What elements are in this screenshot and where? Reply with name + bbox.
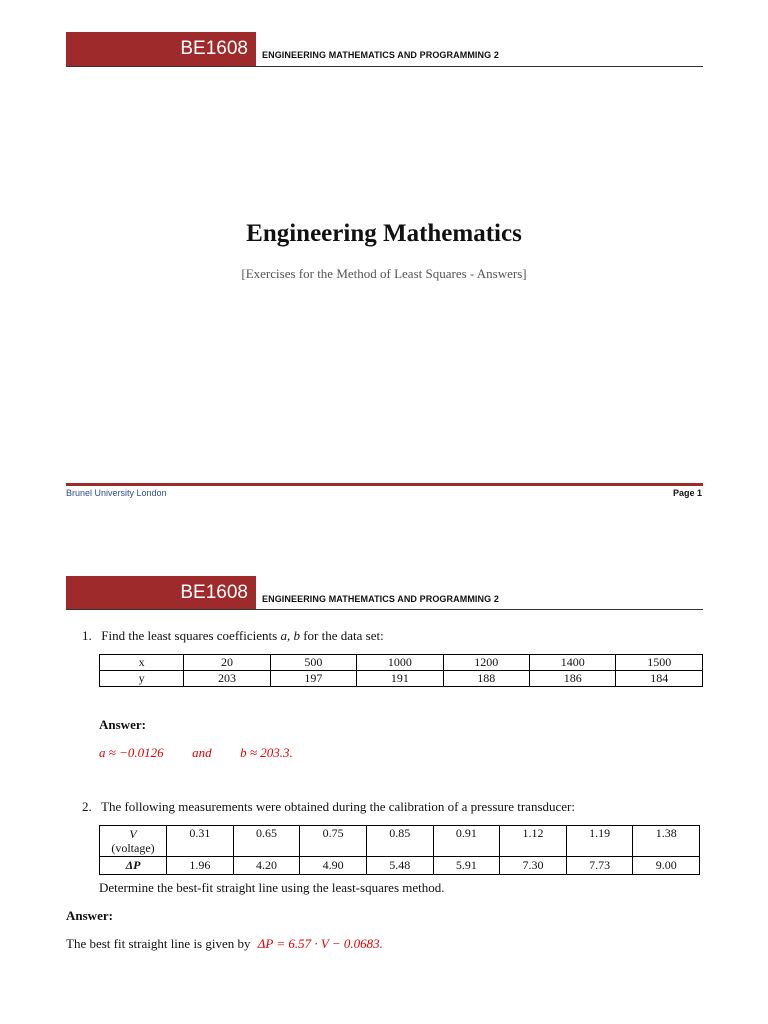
table-cell: 0.91: [433, 826, 500, 857]
question-2-answer: [66, 936, 383, 952]
answer-text: The best fit straight line is given by: [66, 936, 251, 951]
question-2-data-table: [99, 825, 700, 875]
question-2-text: The following measurements were obtained during the calibration of a pressure transducer:: [101, 799, 575, 814]
table-cell: 20: [184, 655, 270, 671]
header-rule: [66, 66, 703, 67]
table-cell: 1400: [530, 655, 616, 671]
course-name: ENGINEERING MATHEMATICS AND PROGRAMMING 2: [262, 50, 499, 60]
table-cell: 1200: [443, 655, 529, 671]
table-cell: 191: [357, 671, 443, 687]
question-1-number: 1.: [82, 628, 92, 643]
question-1: [82, 628, 384, 644]
question-2-followup: Determine the best-fit straight line using the least-squares method.: [99, 880, 445, 895]
table-cell: 9.00: [633, 857, 700, 875]
table-header-cell: x: [100, 655, 184, 671]
table-cell: 1.96: [167, 857, 234, 875]
table-cell: 500: [270, 655, 356, 671]
table-cell: 186: [530, 671, 616, 687]
table-cell: 4.90: [300, 857, 367, 875]
question-1-answer: [99, 745, 293, 761]
header-rule-page2: [66, 609, 703, 610]
table-cell: 203: [184, 671, 270, 687]
course-name-page2: ENGINEERING MATHEMATICS AND PROGRAMMING 2: [262, 594, 499, 604]
voltage-var: V: [129, 827, 137, 841]
table-cell: 7.30: [500, 857, 567, 875]
answer-formula: ΔP = 6.57 · V − 0.0683.: [257, 936, 383, 951]
table-row: [100, 857, 700, 875]
question-1-data-table: [99, 654, 703, 687]
question-1-text-before: Find the least squares coefficients: [101, 628, 278, 643]
footer-page-number: Page 1: [672, 488, 702, 498]
table-cell: 184: [616, 671, 703, 687]
answer-a-value: a ≈ −0.0126: [99, 745, 164, 760]
table-cell: 1500: [616, 655, 703, 671]
question-2-number: 2.: [82, 799, 92, 814]
table-header-cell: y: [100, 671, 184, 687]
table-header-cell: ΔP: [100, 857, 167, 875]
table-cell: 0.85: [366, 826, 433, 857]
table-row: [100, 655, 703, 671]
document-title: Engineering Mathematics: [246, 220, 522, 247]
document-subtitle: [Exercises for the Method of Least Squares - Answers]: [241, 266, 527, 281]
question-2: [82, 799, 575, 815]
answer-and: and: [192, 745, 212, 760]
table-cell: 1.12: [500, 826, 567, 857]
answer-b-value: b ≈ 203.3.: [240, 745, 293, 760]
table-cell: 0.75: [300, 826, 367, 857]
table-cell: 1000: [357, 655, 443, 671]
table-cell: 5.48: [366, 857, 433, 875]
table-cell: 0.65: [233, 826, 300, 857]
footer-rule: [66, 483, 703, 486]
footer-university: Brunel University London: [66, 488, 167, 498]
question-1-answer-label: Answer:: [99, 717, 146, 732]
table-header-cell: [100, 826, 167, 857]
question-1-text-after: for the data set:: [303, 628, 384, 643]
voltage-unit: (voltage): [111, 841, 155, 855]
table-cell: 1.19: [566, 826, 633, 857]
course-code-badge: BE1608: [66, 32, 256, 66]
table-cell: 7.73: [566, 857, 633, 875]
table-row: [100, 826, 700, 857]
table-cell: 197: [270, 671, 356, 687]
table-cell: 1.38: [633, 826, 700, 857]
table-cell: 0.31: [167, 826, 234, 857]
question-1-vars: a, b: [280, 628, 300, 643]
course-code-badge-page2: BE1608: [66, 576, 256, 610]
table-cell: 4.20: [233, 857, 300, 875]
question-2-answer-label: Answer:: [66, 908, 113, 923]
table-row: [100, 671, 703, 687]
table-cell: 188: [443, 671, 529, 687]
table-cell: 5.91: [433, 857, 500, 875]
